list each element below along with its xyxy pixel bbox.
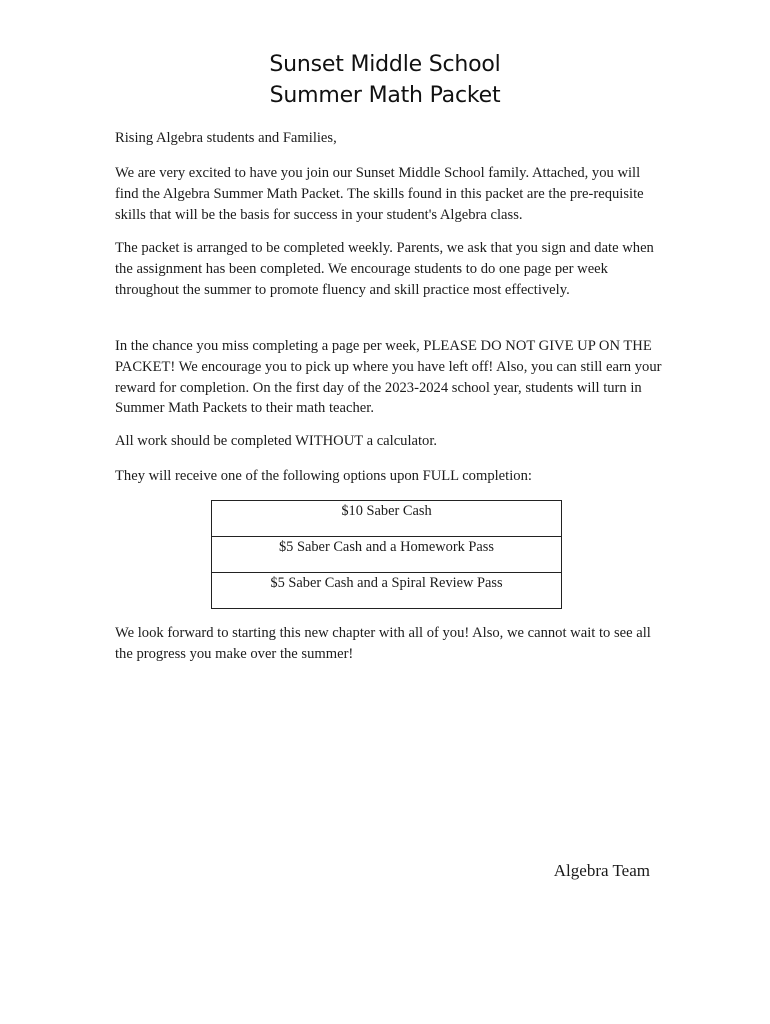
- letter-greeting: Rising Algebra students and Families,: [115, 130, 337, 146]
- paragraph-reward-options-intro: They will receive one of the following options upon FULL completion:: [115, 468, 532, 484]
- packet-title: Summer Math Packet: [269, 83, 501, 108]
- signature: Algebra Team: [553, 861, 650, 880]
- reward-option: $5 Saber Cash and a Homework Pass: [212, 537, 562, 573]
- paragraph-missed-pages: In the chance you miss completing a page per week, PLEASE DO NOT GIVE UP ON THE PACKET! We encourage you to pick up where you have left off! Also, you can still earn your reward for completion. On the first day of the 2023-2024 school year, students will turn in Summer Math Packets to their math teacher.: [115, 338, 662, 417]
- paragraph-closing: We look forward to starting this new chapter with all of you! Also, we cannot wait to see all the progress you make over the summer!: [115, 625, 651, 662]
- paragraph-welcome: We are very excited to have you join our Sunset Middle School family. Attached, you will find the Algebra Summer Math Packet. The skills found in this packet are the pre-requisite skills that will be the basis for success in your student's Algebra class.: [115, 165, 644, 223]
- reward-option: $5 Saber Cash and a Spiral Review Pass: [212, 573, 562, 609]
- school-name-title: Sunset Middle School: [269, 52, 501, 77]
- table-row: [212, 501, 562, 537]
- table-row: [212, 573, 562, 609]
- reward-option: $10 Saber Cash: [212, 501, 562, 537]
- reward-options-table: [211, 500, 562, 609]
- paragraph-no-calculator: All work should be completed WITHOUT a calculator.: [115, 433, 438, 449]
- paragraph-weekly-completion: The packet is arranged to be completed weekly. Parents, we ask that you sign and date when the assignment has been completed. We encourage students to do one page per week throughout the summer to promote fluency and skill practice most effectively.: [115, 240, 654, 298]
- table-row: [212, 537, 562, 573]
